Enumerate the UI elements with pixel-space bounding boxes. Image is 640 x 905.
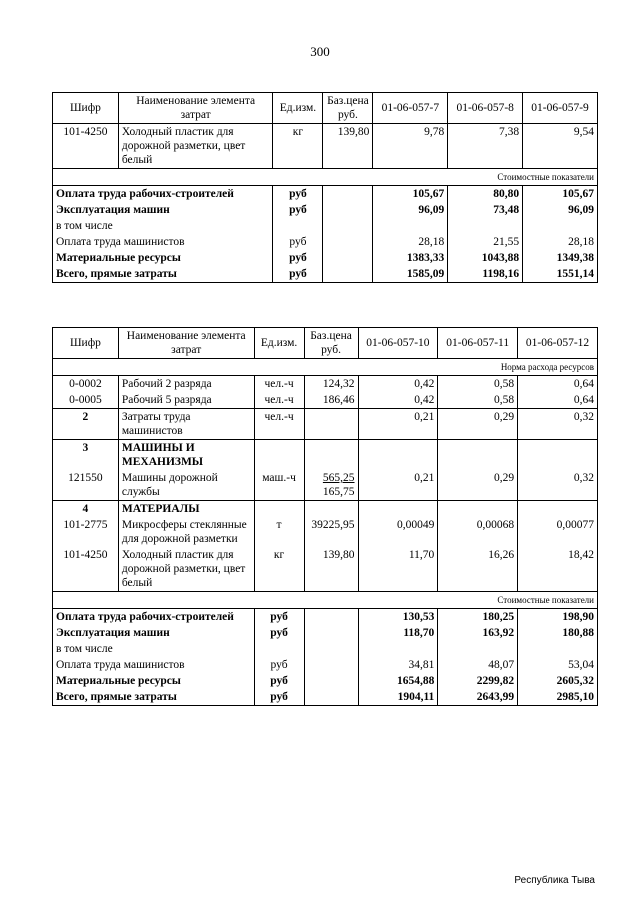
value-cell <box>438 440 518 471</box>
section-label: Стоимостные показатели <box>53 169 598 186</box>
table-row <box>53 440 598 471</box>
code-cell: 121550 <box>53 470 119 501</box>
cost-unit: руб <box>254 609 304 626</box>
cost-value: 96,09 <box>373 202 448 218</box>
page-number: 300 <box>310 44 330 59</box>
cost-name: Эксплуатация машин <box>53 625 255 641</box>
table-row <box>53 376 598 393</box>
cost-value: 118,70 <box>358 625 438 641</box>
header-row <box>53 328 598 359</box>
cost-name: Материальные ресурсы <box>53 673 255 689</box>
value-cell: 0,21 <box>358 409 438 440</box>
cost-table-2 <box>52 327 598 706</box>
value-cell: 0,32 <box>518 470 598 501</box>
name-cell: МАШИНЫ И МЕХАНИЗМЫ <box>118 440 254 471</box>
header-cell: Наименование элемента затрат <box>118 328 254 359</box>
cost-value: 48,07 <box>438 657 518 673</box>
cost-name: в том числе <box>53 641 255 657</box>
code-cell: 101-4250 <box>53 547 119 592</box>
cost-value: 105,67 <box>373 186 448 203</box>
cost-price-empty <box>323 218 373 234</box>
cost-price-empty <box>323 202 373 218</box>
table-row <box>53 501 598 518</box>
cost-price-empty <box>323 250 373 266</box>
cost-name: Всего, прямые затраты <box>53 266 273 283</box>
header-cell: Баз.цена руб. <box>304 328 358 359</box>
norm-label: Норма расхода ресурсов <box>53 359 598 376</box>
norm-label-row <box>53 359 598 376</box>
cost-value: 180,88 <box>518 625 598 641</box>
value-cell: 0,29 <box>438 470 518 501</box>
header-cell: Ед.изм. <box>254 328 304 359</box>
cost-value <box>358 641 438 657</box>
table-row <box>53 409 598 440</box>
section-label-row <box>53 169 598 186</box>
cost-name: Оплата труда машинистов <box>53 657 255 673</box>
name-cell: Микросферы стеклянные для дорожной разметки <box>118 517 254 547</box>
code-cell: 0-0002 <box>53 376 119 393</box>
cost-name: Эксплуатация машин <box>53 202 273 218</box>
code-cell: 2 <box>53 409 119 440</box>
cost-name: Оплата труда рабочих-строителей <box>53 609 255 626</box>
value-cell: 0,21 <box>358 470 438 501</box>
cost-unit <box>273 218 323 234</box>
value-cell: 7,38 <box>448 124 523 169</box>
cost-value: 96,09 <box>523 202 598 218</box>
value-cell: 9,54 <box>523 124 598 169</box>
cost-unit: руб <box>273 202 323 218</box>
cost-value: 198,90 <box>518 609 598 626</box>
table-row <box>53 547 598 592</box>
price-cell <box>304 409 358 440</box>
cost-value: 21,55 <box>448 234 523 250</box>
cost-unit: руб <box>254 625 304 641</box>
price-cell <box>304 376 358 393</box>
price-cell <box>323 124 373 169</box>
table-row <box>53 470 598 501</box>
value-cell <box>358 440 438 471</box>
footer-region: Республика Тыва <box>514 875 595 886</box>
table-row <box>53 392 598 409</box>
cost-name: Оплата труда машинистов <box>53 234 273 250</box>
value-cell: 0,32 <box>518 409 598 440</box>
price-value: 139,80 <box>322 549 355 561</box>
cost-value: 34,81 <box>358 657 438 673</box>
price-cell <box>304 392 358 409</box>
cost-value: 2643,99 <box>438 689 518 706</box>
cost-value: 1349,38 <box>523 250 598 266</box>
value-cell: 0,64 <box>518 392 598 409</box>
price-value-2: 165,75 <box>322 486 355 498</box>
value-cell: 0,00068 <box>438 517 518 547</box>
cost-name: Всего, прямые затраты <box>53 689 255 706</box>
cost-value: 2605,32 <box>518 673 598 689</box>
cost-table-1 <box>52 92 598 283</box>
unit-cell: чел.-ч <box>254 392 304 409</box>
cost-value <box>518 641 598 657</box>
header-row <box>53 93 598 124</box>
cost-value <box>438 641 518 657</box>
cost-unit: руб <box>254 657 304 673</box>
value-cell: 0,58 <box>438 376 518 393</box>
cost-row <box>53 218 598 234</box>
header-cell: 01-06-057-9 <box>523 93 598 124</box>
header-cell: 01-06-057-12 <box>518 328 598 359</box>
value-cell <box>358 501 438 518</box>
cost-unit: руб <box>254 689 304 706</box>
price-value: 39225,95 <box>311 519 355 531</box>
cost-value <box>448 218 523 234</box>
cost-name: Материальные ресурсы <box>53 250 273 266</box>
header-cell: Шифр <box>53 328 119 359</box>
cost-value: 28,18 <box>523 234 598 250</box>
code-cell: 101-4250 <box>53 124 119 169</box>
header-cell: Наименование элемента затрат <box>118 93 273 124</box>
cost-row <box>53 266 598 283</box>
price-value: 186,46 <box>322 394 355 406</box>
cost-price-empty <box>304 657 358 673</box>
header-cell: Шифр <box>53 93 119 124</box>
cost-unit: руб <box>273 234 323 250</box>
cost-value: 1551,14 <box>523 266 598 283</box>
name-cell: Холодный пластик для дорожной разметки, цвет белый <box>118 124 273 169</box>
code-cell: 3 <box>53 440 119 471</box>
cost-value: 80,80 <box>448 186 523 203</box>
value-cell: 0,64 <box>518 376 598 393</box>
value-cell: 0,00077 <box>518 517 598 547</box>
section-label-row <box>53 592 598 609</box>
price-value: 565,25 <box>322 472 355 484</box>
cost-value: 2985,10 <box>518 689 598 706</box>
table-row <box>53 124 598 169</box>
cost-value: 1043,88 <box>448 250 523 266</box>
unit-cell <box>254 440 304 471</box>
cost-value: 180,25 <box>438 609 518 626</box>
value-cell <box>518 440 598 471</box>
value-cell: 0,00049 <box>358 517 438 547</box>
cost-unit: руб <box>254 673 304 689</box>
name-cell: Машины дорожной службы <box>118 470 254 501</box>
section-label: Стоимостные показатели <box>53 592 598 609</box>
header-cell: 01-06-057-8 <box>448 93 523 124</box>
cost-price-empty <box>304 689 358 706</box>
cost-value: 163,92 <box>438 625 518 641</box>
cost-value: 1198,16 <box>448 266 523 283</box>
header-cell: Баз.цена руб. <box>323 93 373 124</box>
value-cell <box>438 501 518 518</box>
unit-cell: чел.-ч <box>254 409 304 440</box>
cost-row <box>53 657 598 673</box>
value-cell: 9,78 <box>373 124 448 169</box>
cost-name: Оплата труда рабочих-строителей <box>53 186 273 203</box>
cost-price-empty <box>304 673 358 689</box>
cost-name: в том числе <box>53 218 273 234</box>
cost-row <box>53 625 598 641</box>
price-cell <box>304 517 358 547</box>
cost-value: 73,48 <box>448 202 523 218</box>
code-cell: 4 <box>53 501 119 518</box>
cost-value: 130,53 <box>358 609 438 626</box>
price-value: 124,32 <box>322 378 355 390</box>
cost-unit: руб <box>273 250 323 266</box>
cost-price-empty <box>323 186 373 203</box>
cost-row <box>53 250 598 266</box>
cost-value: 2299,82 <box>438 673 518 689</box>
cost-value: 1383,33 <box>373 250 448 266</box>
cost-price-empty <box>323 266 373 283</box>
cost-row <box>53 641 598 657</box>
cost-price-empty <box>304 625 358 641</box>
value-cell: 16,26 <box>438 547 518 592</box>
value-cell: 0,42 <box>358 376 438 393</box>
cost-row <box>53 609 598 626</box>
table-row <box>53 517 598 547</box>
price-cell <box>304 470 358 501</box>
cost-price-empty <box>304 641 358 657</box>
cost-value: 105,67 <box>523 186 598 203</box>
cost-value: 53,04 <box>518 657 598 673</box>
price-cell <box>304 547 358 592</box>
value-cell: 0,29 <box>438 409 518 440</box>
name-cell: МАТЕРИАЛЫ <box>118 501 254 518</box>
header-cell: 01-06-057-10 <box>358 328 438 359</box>
unit-cell <box>254 501 304 518</box>
name-cell: Затраты труда машинистов <box>118 409 254 440</box>
unit-cell: маш.-ч <box>254 470 304 501</box>
name-cell: Рабочий 5 разряда <box>118 392 254 409</box>
cost-value: 1904,11 <box>358 689 438 706</box>
cost-value <box>523 218 598 234</box>
header-cell: 01-06-057-7 <box>373 93 448 124</box>
unit-cell: кг <box>273 124 323 169</box>
value-cell: 11,70 <box>358 547 438 592</box>
name-cell: Рабочий 2 разряда <box>118 376 254 393</box>
cost-price-empty <box>323 234 373 250</box>
price-cell <box>304 440 358 471</box>
cost-value: 1585,09 <box>373 266 448 283</box>
price-cell <box>304 501 358 518</box>
cost-row <box>53 186 598 203</box>
unit-cell: т <box>254 517 304 547</box>
name-cell: Холодный пластик для дорожной разметки, цвет белый <box>118 547 254 592</box>
price-value: 139,80 <box>337 126 370 138</box>
cost-row <box>53 234 598 250</box>
cost-price-empty <box>304 609 358 626</box>
code-cell: 0-0005 <box>53 392 119 409</box>
cost-row <box>53 673 598 689</box>
unit-cell: чел.-ч <box>254 376 304 393</box>
cost-unit <box>254 641 304 657</box>
cost-value: 1654,88 <box>358 673 438 689</box>
cost-row <box>53 202 598 218</box>
cost-value: 28,18 <box>373 234 448 250</box>
value-cell: 0,42 <box>358 392 438 409</box>
value-cell <box>518 501 598 518</box>
cost-value <box>373 218 448 234</box>
value-cell: 0,58 <box>438 392 518 409</box>
cost-row <box>53 689 598 706</box>
header-cell: 01-06-057-11 <box>438 328 518 359</box>
cost-unit: руб <box>273 186 323 203</box>
value-cell: 18,42 <box>518 547 598 592</box>
unit-cell: кг <box>254 547 304 592</box>
code-cell: 101-2775 <box>53 517 119 547</box>
cost-unit: руб <box>273 266 323 283</box>
header-cell: Ед.изм. <box>273 93 323 124</box>
